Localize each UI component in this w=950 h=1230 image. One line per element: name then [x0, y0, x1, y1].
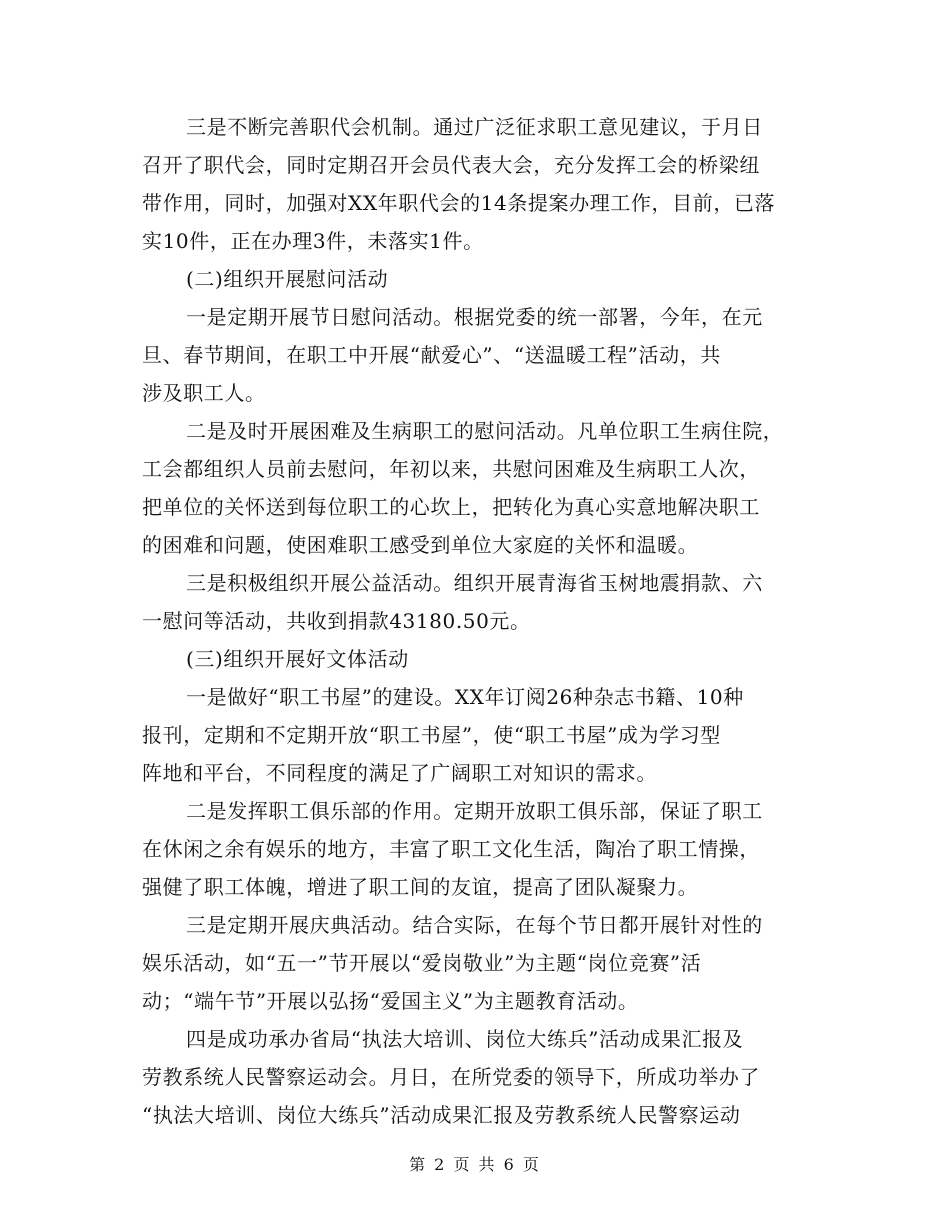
paragraph	[142, 678, 814, 792]
paragraph	[142, 1020, 814, 1134]
paragraph-line: 一是做好“职工书屋”的建设。XX年订阅26种杂志书籍、10种	[186, 685, 744, 709]
section-heading-text: (三)组织开展好文体活动	[186, 647, 409, 671]
paragraph-line: 的困难和问题，使困难职工感受到单位大家庭的关怀和温暖。	[142, 533, 699, 557]
paragraph-line: 旦、春节期间，在职工中开展“献爱心”、“送温暖工程”活动，共	[142, 343, 721, 367]
paragraph-line: 涉及职工人。	[142, 381, 266, 405]
paragraph-line: 把单位的关怀送到每位职工的心坎上，把转化为真心实意地解决职工	[142, 495, 760, 519]
document-body	[142, 108, 814, 1134]
paragraph-line: 二是及时开展困难及生病职工的慰问活动。凡单位职工生病住院，	[186, 419, 784, 443]
paragraph-line: 召开了职代会，同时定期召开会员代表大会，充分发挥工会的桥梁纽	[142, 153, 760, 177]
paragraph	[142, 906, 814, 1020]
paragraph-line: 娱乐活动，如“五一”节开展以“爱岗敬业”为主题“岗位竞赛”活	[142, 951, 702, 975]
paragraph-line: 在休闲之余有娱乐的地方，丰富了职工文化生活，陶冶了职工情操，	[142, 837, 760, 861]
paragraph-line: 实10件，正在办理3件，未落实1件。	[142, 229, 484, 253]
paragraph-line: 工会都组织人员前去慰问，年初以来，共慰问困难及生病职工人次，	[142, 457, 760, 481]
paragraph-line: “执法大培训、岗位大练兵”活动成果汇报及劳教系统人民警察运动	[142, 1103, 741, 1127]
section-heading-text: (二)组织开展慰问活动	[186, 267, 389, 291]
paragraph-line: 阵地和平台，不同程度的满足了广阔职工对知识的需求。	[142, 761, 657, 785]
paragraph	[142, 564, 814, 640]
paragraph-line: 三是不断完善职代会机制。通过广泛征求职工意见建议，于月日	[186, 115, 763, 139]
section-heading	[142, 640, 814, 678]
paragraph-line: 动；“端午节”开展以弘扬“爱国主义”为主题教育活动。	[142, 989, 639, 1013]
paragraph-line: 报刊，定期和不定期开放“职工书屋”，使“职工书屋”成为学习型	[142, 723, 721, 747]
paragraph-line: 强健了职工体魄，增进了职工间的友谊，提高了团队凝聚力。	[142, 875, 699, 899]
section-heading	[142, 260, 814, 298]
page-number-footer: 第 2 页 共 6 页	[409, 1155, 541, 1174]
paragraph-line: 带作用，同时，加强对XX年职代会的14条提案办理工作，目前，已落	[142, 191, 776, 215]
paragraph-line: 一慰问等活动，共收到捐款43180.50元。	[142, 609, 531, 633]
paragraph	[142, 412, 814, 564]
paragraph	[142, 298, 814, 412]
paragraph-line: 三是积极组织开展公益活动。组织开展青海省玉树地震捐款、六	[186, 571, 763, 595]
paragraph	[142, 792, 814, 906]
paragraph-line: 三是定期开展庆典活动。结合实际，在每个节日都开展针对性的	[186, 913, 763, 937]
paragraph	[142, 108, 814, 260]
paragraph-line: 一是定期开展节日慰问活动。根据党委的统一部署，今年，在元	[186, 305, 763, 329]
paragraph-line: 劳教系统人民警察运动会。月日，在所党委的领导下，所成功举办了	[142, 1065, 760, 1089]
paragraph-line: 二是发挥职工俱乐部的作用。定期开放职工俱乐部，保证了职工	[186, 799, 763, 823]
paragraph-line: 四是成功承办省局“执法大培训、岗位大练兵”活动成果汇报及	[186, 1027, 744, 1051]
